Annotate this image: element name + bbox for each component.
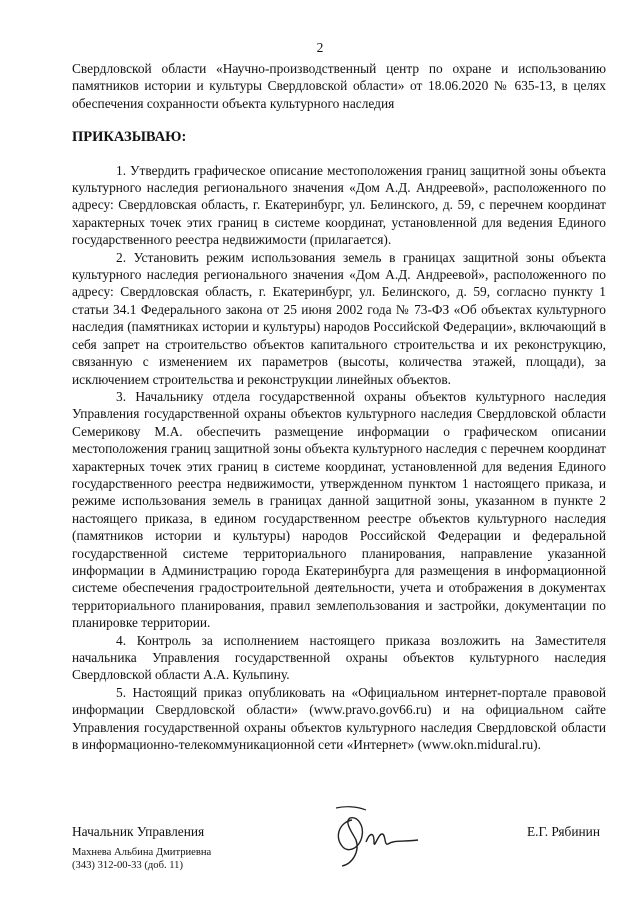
- order-item-1: 1. Утвердить графическое описание местоположения границ защитной зоны объекта культурного наследия регионального значения «Дом А.Д. Андреевой», расположенного по адресу: Свердловская область, г. Екатеринбург, ул. Белинского, д. 59, с перечнем координат характерных точек этих границ в системе координат, установленной для ведения Единого государственного реестра недвижимости (прилагается).: [72, 162, 606, 248]
- order-item-4: 4. Контроль за исполнением настоящего приказа возложить на Заместителя начальника Управления государственной охраны объектов культурного наследия Свердловской области А.А. Кульпину.: [72, 632, 606, 683]
- signatory-name: Е.Г. Рябинин: [526, 824, 600, 839]
- order-item-2: 2. Установить режим использования земель в границах защитной зоны объекта культурного наследия регионального значения «Дом А.Д. Андреевой», расположенного по адресу: Свердловская область, г. Екатеринбург, ул. Белинского, д. 59, согласно пункту 1 статьи 34.1 Федерального закона от 25 июня 2002 года № 73-ФЗ «Об объектах культурного наследия (памятниках истории и культуры) народов Российской Федерации», включающий в себя запрет на строительство объектов капитального строительства и их реконструкцию, связанную с изменением их параметров (высоты, количества этажей, площади), за исключением строительства и реконструкции линейных объектов.: [72, 249, 606, 387]
- order-item-3: 3. Начальнику отдела государственной охраны объектов культурного наследия Управления государственной охраны объектов культурного наследия Свердловской области Семерикову М.А. обеспечить размещение информации о графическом описании местоположения границ защитной зоны объекта культурного наследия с перечнем координат характерных точек этих границ в системе координат, установленной для ведения Единого государственного реестра недвижимости, утвержденном пунктом 1 настоящего приказа, и режиме использования земель в границах данной защитной зоны, указанном в пункте 2 настоящего приказа, в едином государственном реестре объектов культурного наследия (памятников истории и культуры) народов Российской Федерации и федеральной государственной системе территориального планирования, направление указанной информации в Администрацию города Екатеринбурга для размещения в информационной системе обеспечения градостроительной деятельности, учета и отображения в документах территориального планирования, правил землепользования и застройки, документации по планировке территории.: [72, 388, 606, 631]
- intro-paragraph: Свердловской области «Научно-производственный центр по охране и использованию памятников истории и культуры Свердловской области» от 18.06.2020 № 635-13, в целях обеспечения сохранности объекта культурного наследия: [72, 61, 606, 111]
- order-heading: ПРИКАЗЫВАЮ:: [72, 129, 187, 146]
- executor-name: Махнева Альбина Дмитриевна: [72, 847, 212, 858]
- signatory-position: Начальник Управления: [72, 824, 205, 839]
- page-number: 2: [316, 40, 324, 55]
- handwritten-signature-icon: [322, 802, 432, 872]
- order-item-5: 5. Настоящий приказ опубликовать на «Официальном интернет-портале правовой информации Свердловской области» (www.pravo.gov66.ru) и на официальном сайте Управления государственной охраны объектов культурного наследия Свердловской области в информационно-телекоммуникационной сети «Интернет» (www.okn.midural.ru).: [72, 684, 606, 753]
- document-body: [72, 60, 606, 753]
- executor-phone: (343) 312-00-33 (доб. 11): [72, 860, 184, 872]
- executor-info: [72, 846, 211, 873]
